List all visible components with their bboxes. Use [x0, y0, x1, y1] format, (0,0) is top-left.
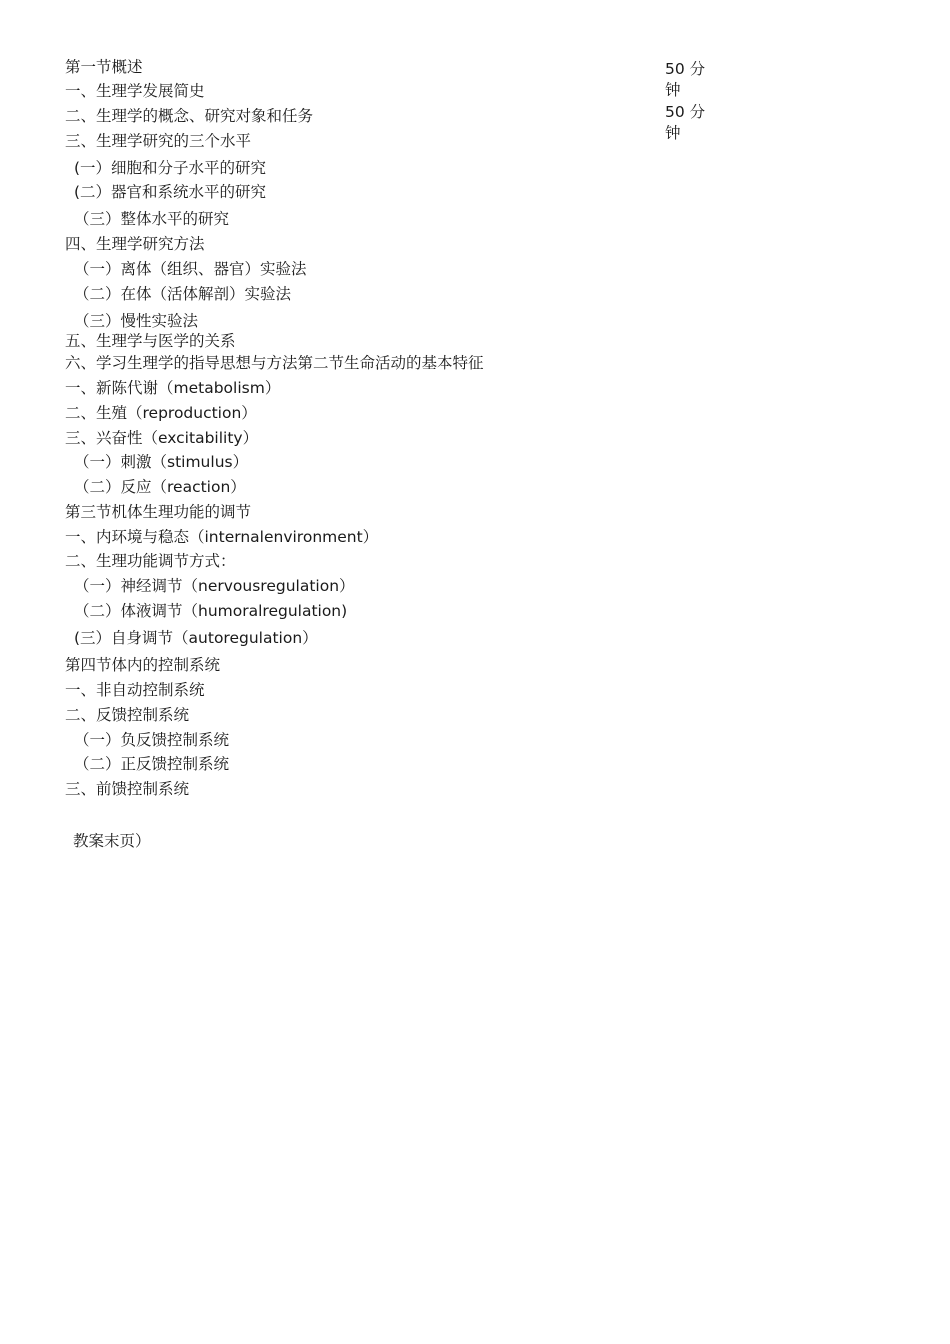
- outline-line: 一、非自动控制系统: [65, 681, 205, 699]
- outline-line: （一）负反馈控制系统: [74, 731, 230, 749]
- outline-line: 四、生理学研究方法: [65, 235, 205, 253]
- outline-line: (三）自身调节（autoregulation）: [74, 629, 318, 647]
- outline-line: 五、生理学与医学的关系: [65, 332, 236, 350]
- outline-line: （二）正反馈控制系统: [74, 755, 230, 773]
- outline-line: 一、新陈代谢（metabolism）: [65, 379, 281, 397]
- outline-line: （二）体液调节（humoralregulation): [74, 602, 348, 620]
- time-note-unit: 钟: [665, 124, 681, 142]
- outline-line: （三）整体水平的研究: [74, 210, 230, 228]
- outline-line: 教案末页）: [73, 832, 151, 850]
- outline-line: 三、生理学研究的三个水平: [65, 132, 252, 150]
- outline-line: （一）神经调节（nervousregulation）: [74, 577, 355, 595]
- outline-line: （一）离体（组织、器官）实验法: [74, 260, 307, 278]
- outline-line: （一）刺激（stimulus）: [74, 453, 249, 471]
- outline-line: 二、生殖（reproduction）: [65, 404, 257, 422]
- time-note-unit: 钟: [665, 81, 681, 99]
- outline-line: 六、学习生理学的指导思想与方法第二节生命活动的基本特征: [65, 354, 484, 372]
- time-note-value: 50 分: [665, 103, 706, 121]
- outline-line: (一）细胞和分子水平的研究: [74, 159, 267, 177]
- time-note-value: 50 分: [665, 60, 706, 78]
- outline-line: 第三节机体生理功能的调节: [65, 503, 252, 521]
- outline-line: 三、兴奋性（excitability）: [65, 429, 259, 447]
- outline-line: 三、前馈控制系统: [65, 780, 190, 798]
- outline-line: 第一节概述: [65, 58, 143, 76]
- outline-line: （二）反应（reaction）: [74, 478, 246, 496]
- outline-line: 二、生理学的概念、研究对象和任务: [65, 107, 314, 125]
- time-note: [665, 59, 705, 101]
- outline-line: (二）器官和系统水平的研究: [74, 183, 267, 201]
- outline-line: （二）在体（活体解剖）实验法: [74, 285, 292, 303]
- outline-line: 一、内环境与稳态（internalenvironment）: [65, 528, 379, 546]
- outline-line: 一、生理学发展简史: [65, 82, 205, 100]
- outline-line: 第四节体内的控制系统: [65, 656, 221, 674]
- time-note: [665, 102, 705, 144]
- outline-line: 二、反馈控制系统: [65, 706, 190, 724]
- outline-line: 二、生理功能调节方式：: [65, 552, 236, 570]
- outline-line: （三）慢性实验法: [74, 312, 199, 330]
